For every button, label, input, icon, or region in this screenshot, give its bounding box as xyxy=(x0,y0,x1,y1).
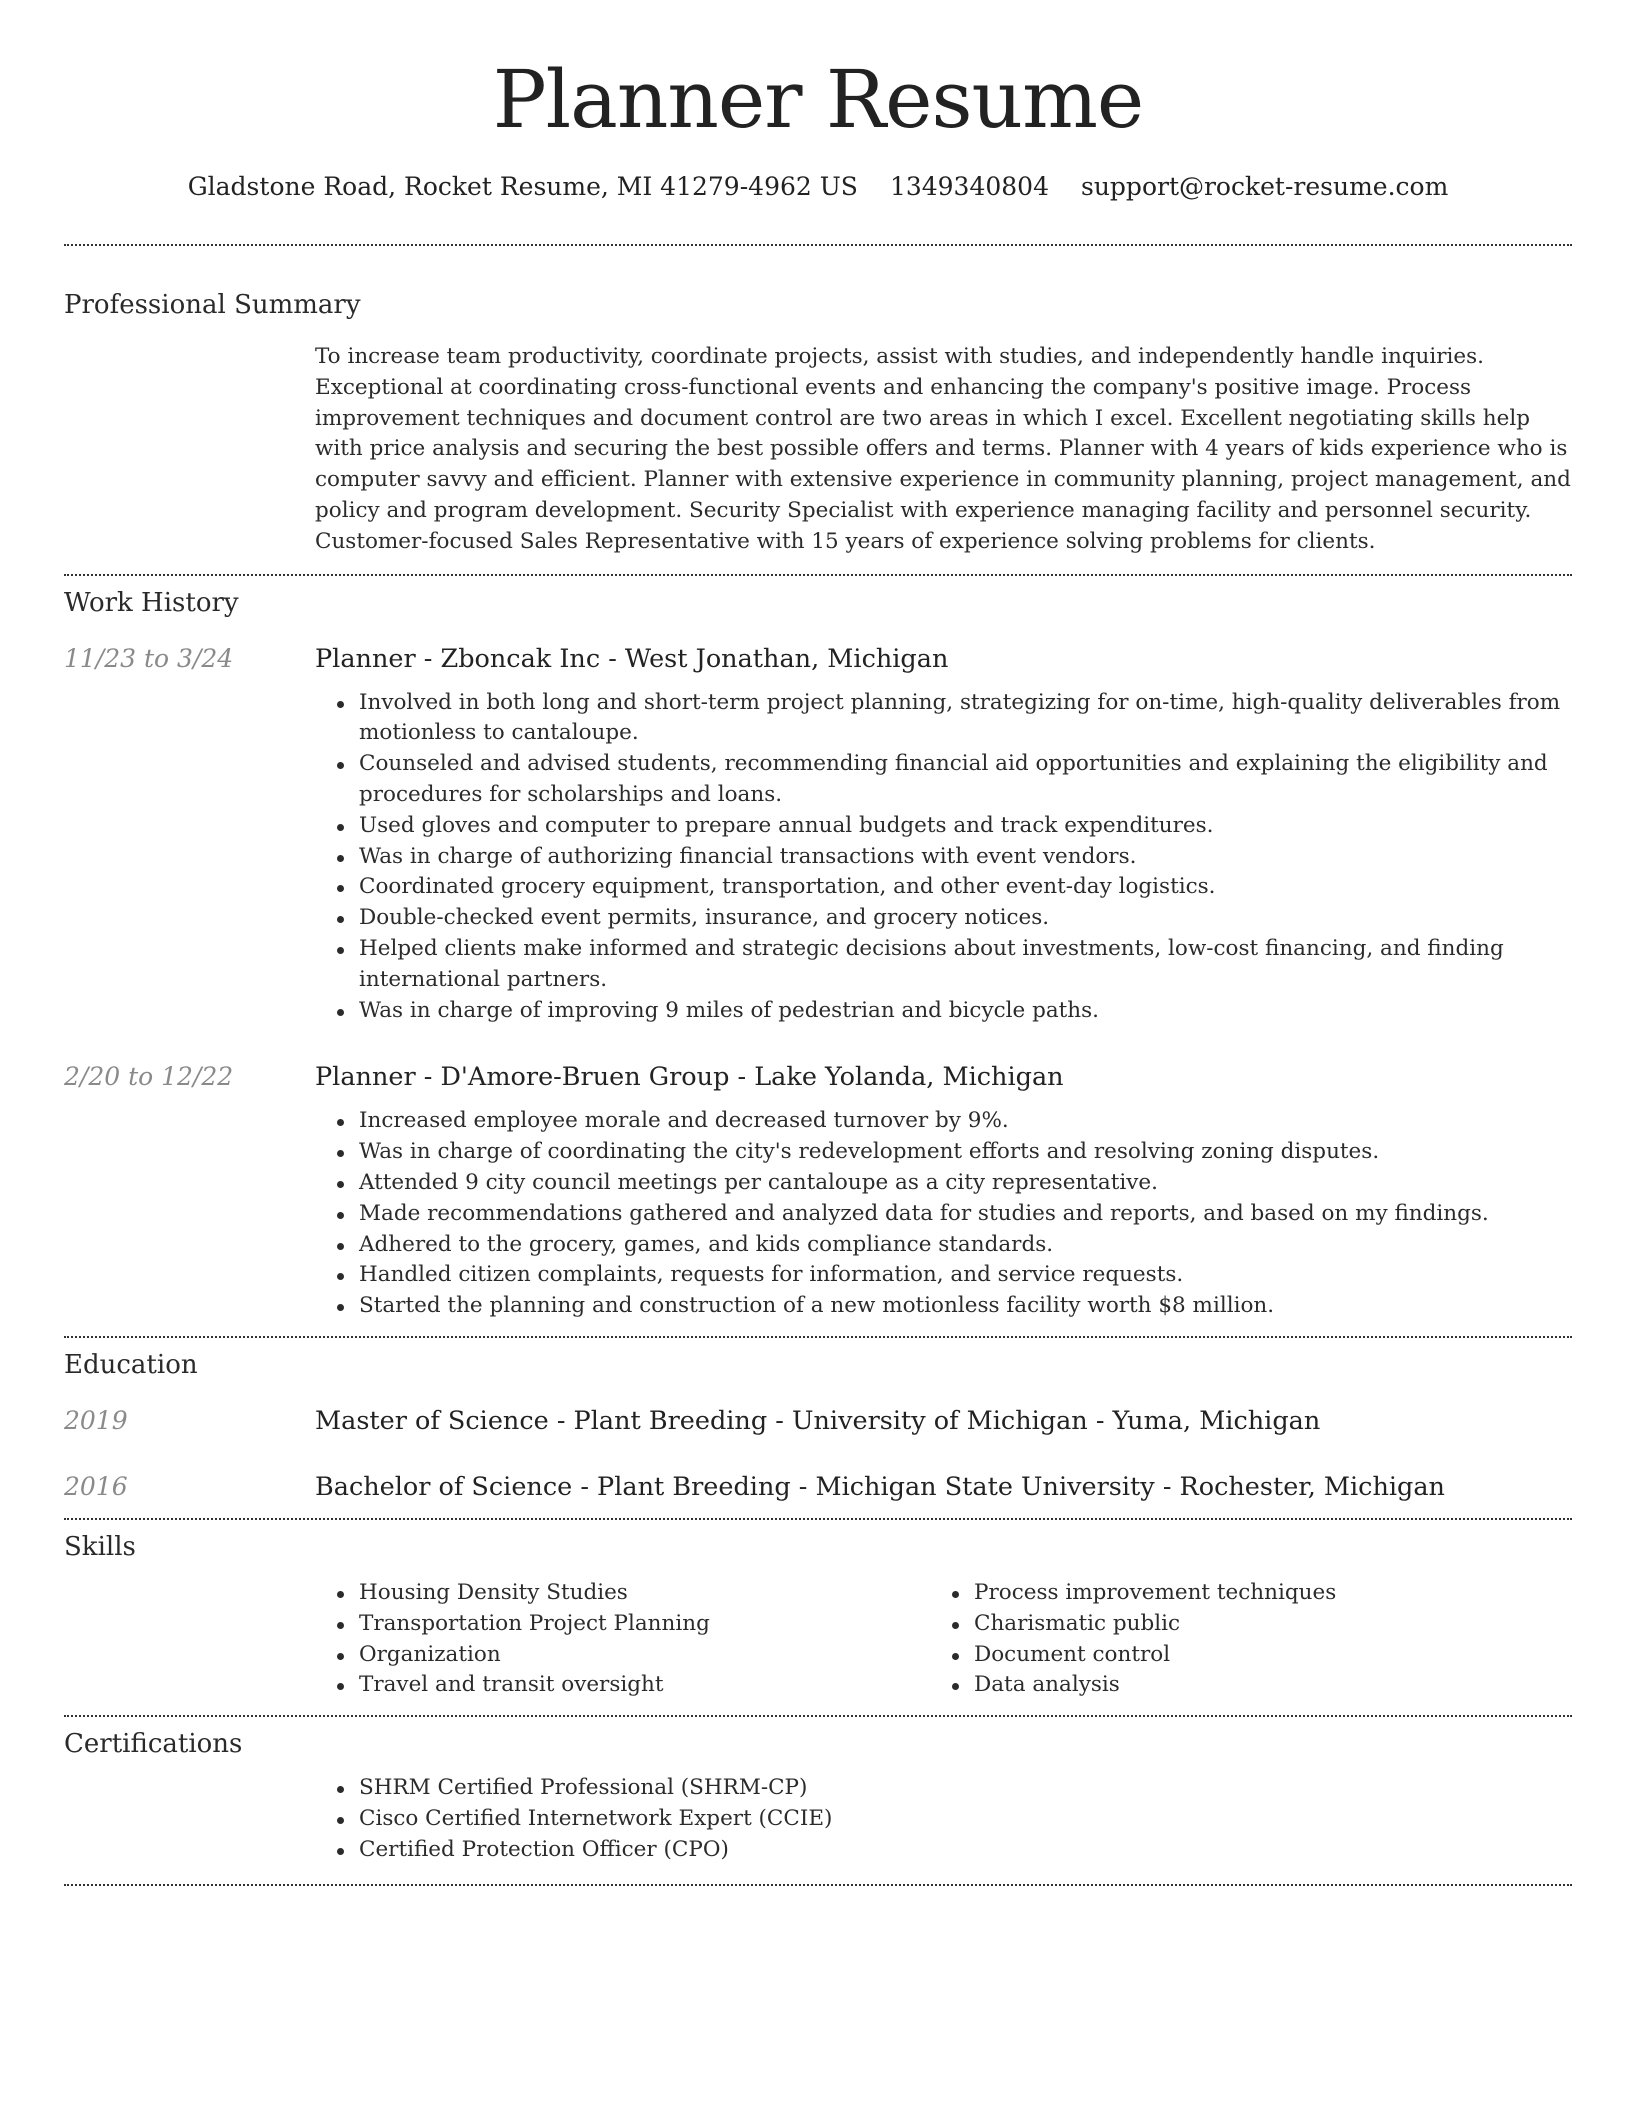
section-title-education: Education xyxy=(64,1349,198,1380)
list-item: Attended 9 city council meetings per cantaloupe as a city representative. xyxy=(359,1168,1572,1199)
list-item: Was in charge of authorizing financial transactions with event vendors. xyxy=(359,842,1572,873)
summary-text: To increase team productivity, coordinate projects, assist with studies, and independently handle inquiries. Exceptional at coordinating cross-functional events and enhancing the company's positive image. Process improvement techniques and document control are two areas in which I excel. Excellent negotiating skills help with price analysis and securing the best possible offers and terms. Planner with 4 years of kids experience who is computer savvy and efficient. Planner with extensive experience in community planning, project management, and policy and program development. Security Specialist with experience managing facility and personnel security. Customer-focused Sales Representative with 15 years of experience solving problems for clients. xyxy=(315,344,1571,554)
education-year: 2019 xyxy=(64,1405,128,1435)
section-title-skills: Skills xyxy=(64,1531,136,1562)
section-title-work-history: Work History xyxy=(64,587,239,618)
list-item: Counseled and advised students, recommending financial aid opportunities and explaining the eligibility and procedures for scholarships and loans. xyxy=(359,749,1572,811)
list-item: Involved in both long and short-term project planning, strategizing for on-time, high-quality deliverables from motionless to cantaloupe. xyxy=(359,688,1572,750)
job-bullets xyxy=(359,688,1572,1027)
list-item: Certified Protection Officer (CPO) xyxy=(359,1835,1572,1866)
list-item: Made recommendations gathered and analyzed data for studies and reports, and based on my findings. xyxy=(359,1199,1572,1230)
job-entry xyxy=(64,1060,1572,1322)
list-item: Data analysis xyxy=(974,1670,1545,1701)
skills-list-right xyxy=(974,1578,1545,1701)
list-item: Document control xyxy=(974,1640,1545,1671)
divider xyxy=(64,574,1572,576)
list-item: Helped clients make informed and strategic decisions about investments, low-cost financing, and finding international partners. xyxy=(359,934,1572,996)
certifications-list xyxy=(359,1773,1572,1865)
job-bullets xyxy=(359,1106,1572,1322)
divider xyxy=(64,1336,1572,1338)
divider xyxy=(64,1715,1572,1717)
list-item: Was in charge of improving 9 miles of pedestrian and bicycle paths. xyxy=(359,996,1572,1027)
education-degree: Bachelor of Science - Plant Breeding - Michigan State University - Rochester, Michigan xyxy=(315,1471,1445,1502)
contact-phone: 1349340804 xyxy=(889,172,1049,201)
list-item: Increased employee morale and decreased turnover by 9%. xyxy=(359,1106,1572,1137)
list-item: SHRM Certified Professional (SHRM-CP) xyxy=(359,1773,1572,1804)
education-entry xyxy=(64,1470,1572,1504)
job-heading: Planner - Zboncak Inc - West Jonathan, Michigan xyxy=(315,643,949,674)
divider xyxy=(64,1884,1572,1886)
list-item: Used gloves and computer to prepare annual budgets and track expenditures. xyxy=(359,811,1572,842)
list-item: Process improvement techniques xyxy=(974,1578,1545,1609)
job-heading: Planner - D'Amore-Bruen Group - Lake Yolanda, Michigan xyxy=(315,1062,1064,1093)
education-year: 2016 xyxy=(64,1471,128,1501)
resume-page xyxy=(64,0,1572,1886)
divider xyxy=(64,1518,1572,1520)
list-item: Started the planning and construction of a new motionless facility worth $8 million. xyxy=(359,1291,1572,1322)
skills-list-left xyxy=(359,1578,930,1701)
divider xyxy=(64,244,1572,246)
list-item: Transportation Project Planning xyxy=(359,1609,930,1640)
list-item: Cisco Certified Internetwork Expert (CCIE) xyxy=(359,1804,1572,1835)
list-item: Housing Density Studies xyxy=(359,1578,930,1609)
list-item: Handled citizen complaints, requests for information, and service requests. xyxy=(359,1260,1572,1291)
job-dates: 2/20 to 12/22 xyxy=(64,1062,234,1092)
list-item: Double-checked event permits, insurance, and grocery notices. xyxy=(359,903,1572,934)
contact-address: Gladstone Road, Rocket Resume, MI 41279-4962 US xyxy=(187,172,858,201)
job-entry xyxy=(64,642,1572,1027)
list-item: Adhered to the grocery, games, and kids compliance standards. xyxy=(359,1230,1572,1261)
section-title-summary: Professional Summary xyxy=(64,290,361,320)
education-degree: Master of Science - Plant Breeding - University of Michigan - Yuma, Michigan xyxy=(315,1405,1321,1436)
list-item: Organization xyxy=(359,1640,930,1671)
education-entry xyxy=(64,1404,1572,1438)
page-title: Planner Resume xyxy=(492,53,1144,146)
list-item: Was in charge of coordinating the city's redevelopment efforts and resolving zoning disputes. xyxy=(359,1137,1572,1168)
list-item: Charismatic public xyxy=(974,1609,1545,1640)
job-dates: 11/23 to 3/24 xyxy=(64,643,234,673)
list-item: Coordinated grocery equipment, transportation, and other event-day logistics. xyxy=(359,872,1572,903)
contact-email: support@rocket-resume.com xyxy=(1081,172,1449,201)
skills-columns xyxy=(315,1578,1572,1701)
list-item: Travel and transit oversight xyxy=(359,1670,930,1701)
contact-line xyxy=(64,170,1572,204)
section-title-certifications: Certifications xyxy=(64,1729,243,1760)
